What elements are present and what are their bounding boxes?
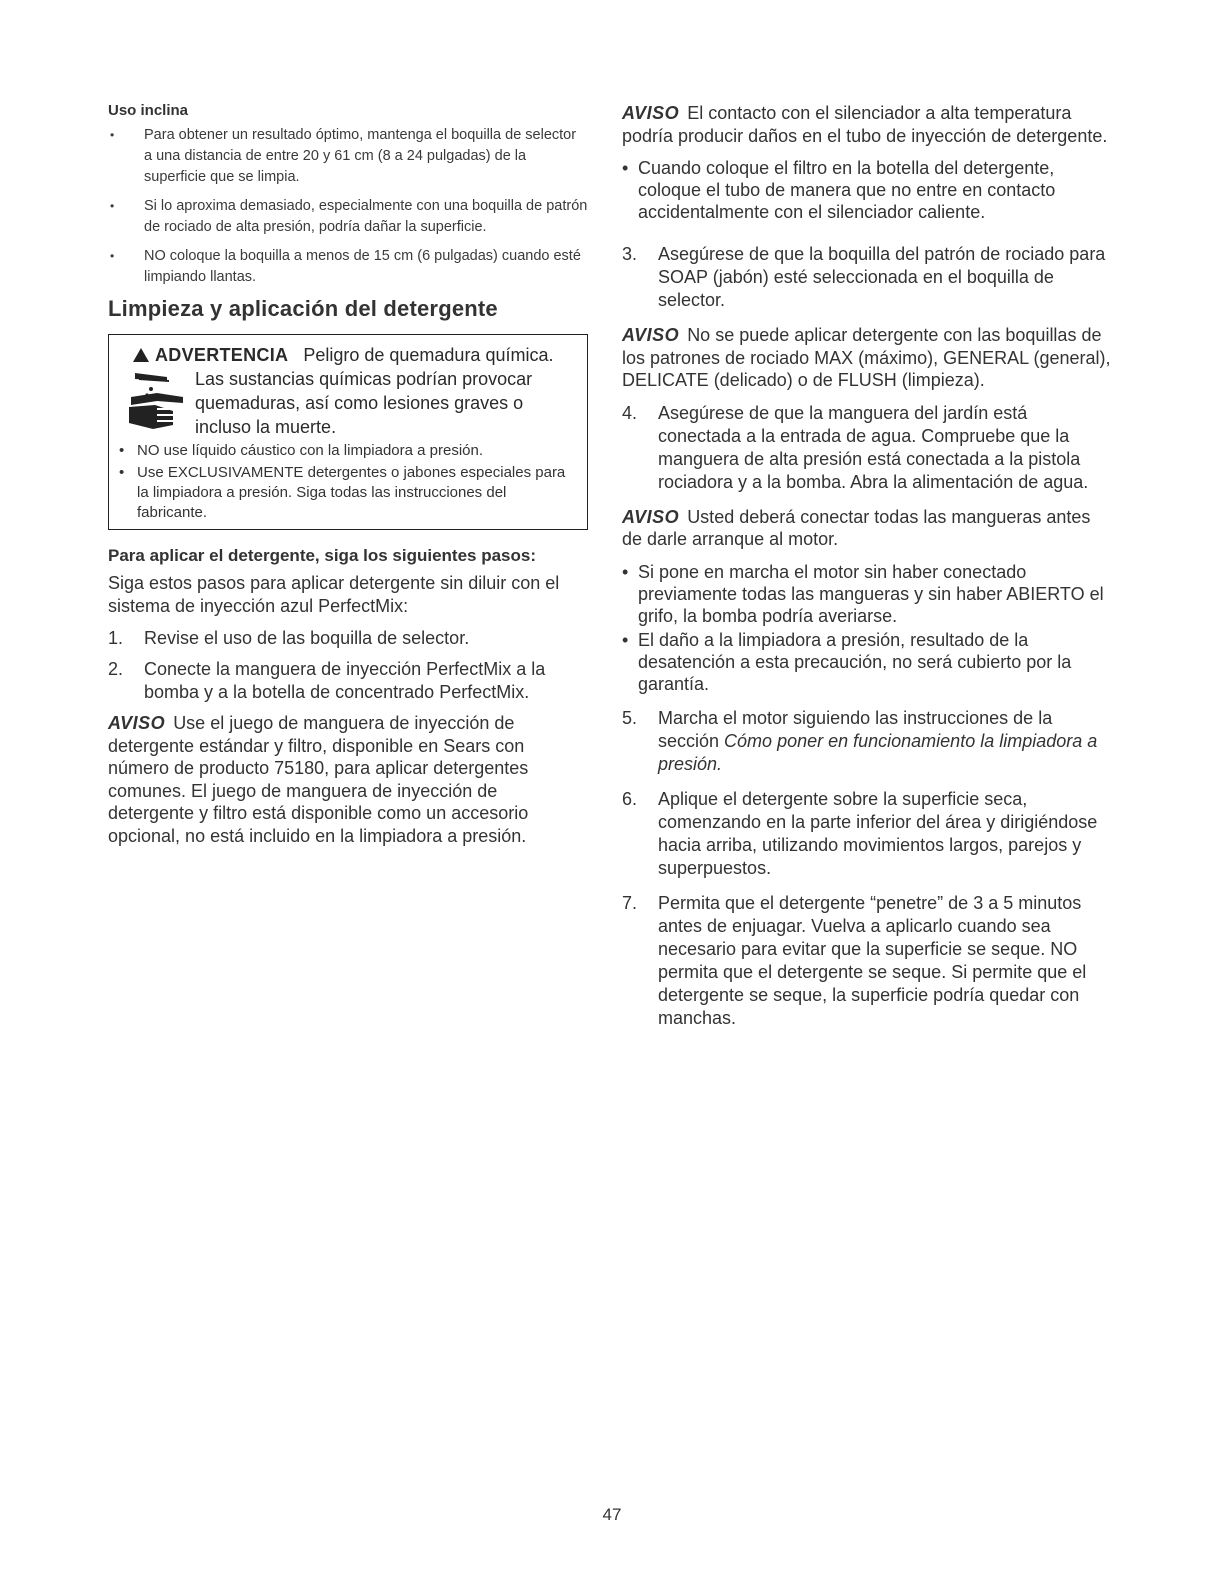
list-item [108, 627, 588, 650]
list-item: • Para obtener un resultado óptimo, mantenga el boquilla de selector a una distancia de entre 20 y 61 cm (8 a 24 pulgadas) de la superficie que se limpia. [108, 125, 588, 188]
step-number: 7. [622, 892, 638, 913]
step-text: Asegúrese de que la manguera del jardín está conectada a la entrada de agua. Compruebe que la manguera de alta presión está conectada a la pistola rociadora y a la bomba. Abra la alimentación de agua. [658, 402, 1089, 492]
uso-list [108, 125, 588, 288]
list-item: • NO use líquido cáustico con la limpiadora a presión. [119, 441, 577, 461]
list-item: • Cuando coloque el filtro en la botella del detergente, coloque el tubo de manera que no entre en contacto accidentalmente con el silenciador caliente. [622, 157, 1112, 223]
warning-box [108, 334, 588, 530]
step-text: Revise el uso de las boquilla de selector. [144, 628, 470, 648]
steps-list [108, 627, 588, 704]
step-number: 1. [108, 628, 124, 648]
aviso-note [622, 324, 1112, 392]
warning-label: ADVERTENCIA [155, 345, 289, 365]
chemical-burn-icon [127, 367, 189, 437]
list-item [108, 658, 588, 704]
steps-list [622, 402, 1112, 494]
uso-heading: Uso inclina [108, 102, 189, 119]
steps-list [622, 243, 1112, 312]
step-text-italic: Cómo poner en funcionamiento la limpiadora a presión. [658, 730, 1098, 774]
step-number: 6. [622, 788, 638, 809]
steps-list [622, 707, 1112, 1030]
list-item [622, 788, 1112, 880]
step-number: 4. [622, 402, 638, 423]
left-column [108, 102, 588, 857]
step-text: Permita que el detergente “penetre” de 3 a 5 minutos antes de enjuagar. Vuelva a aplicarlo cuando sea necesario para evitar que la superficie se seque. NO permita que el detergente se seque. Si permite que el detergente se seque, la superficie podría quedar con manchas. [658, 892, 1087, 1028]
aviso-tag: AVISO [108, 713, 166, 733]
aviso-text: El contacto con el silenciador a alta temperatura podría producir daños en el tubo de inyección de detergente. [622, 103, 1108, 146]
warning-text: Las sustancias químicas podrían provocar quemaduras, así como lesiones graves o incluso la muerte. [195, 369, 533, 437]
list-item: • El daño a la limpiadora a presión, resultado de la desatención a esta precaución, no será cubierto por la garantía. [622, 629, 1112, 695]
aviso-text: Usted deberá conectar todas las mangueras antes de darle arranque al motor. [622, 506, 1091, 549]
steps-heading: Para aplicar el detergente, siga los siguientes pasos: [108, 546, 536, 565]
warning-row [119, 367, 577, 439]
step-text-pre: Marcha el motor siguiendo las instrucciones de la sección [658, 707, 1053, 751]
step-text: Conecte la manguera de inyección PerfectMix a la bomba y a la botella de concentrado PerfectMix. [144, 659, 546, 702]
aviso-list [622, 561, 1112, 695]
aviso-note [622, 506, 1112, 551]
aviso-tag: AVISO [622, 506, 680, 527]
list-item: • Use EXCLUSIVAMENTE detergentes o jabones especiales para la limpiadora a presión. Siga todas las instrucciones del fabricante. [119, 463, 577, 523]
aviso-note [108, 712, 588, 847]
list-item: • Si pone en marcha el motor sin haber conectado previamente todas las mangueras y sin haber ABIERTO el grifo, la bomba podría averiarse. [622, 561, 1112, 627]
step-text [658, 707, 1112, 776]
warning-header [119, 343, 577, 367]
list-item [622, 892, 1112, 1030]
step-number: 2. [108, 659, 124, 679]
list-item [622, 707, 1112, 776]
warning-list [119, 441, 577, 523]
page-number: 47 [602, 1505, 622, 1524]
list-item [622, 402, 1112, 494]
steps-intro: Siga estos pasos para aplicar detergente sin diluir con el sistema de inyección azul PerfectMix: [108, 573, 560, 616]
aviso-tag: AVISO [622, 103, 680, 123]
warning-headline: Peligro de quemadura química. [303, 345, 554, 365]
list-item: • Si lo aproxima demasiado, especialmente con una boquilla de patrón de rociado de alta presión, podría dañar la superficie. [108, 196, 588, 238]
step-text: Aplique el detergente sobre la superficie seca, comenzando en la parte inferior del área y dirigiéndose hacia arriba, utilizando movimientos largos, parejos y superpuestos. [658, 788, 1098, 878]
list-item [622, 243, 1112, 312]
section-title: Limpieza y aplicación del detergente [108, 296, 498, 321]
aviso-tag: AVISO [622, 325, 680, 345]
step-number: 3. [622, 244, 638, 264]
aviso-text: No se puede aplicar detergente con las boquillas de los patrones de rociado MAX (máximo), GENERAL (general), DELICATE (delicado) o de FLUSH (limpieza). [622, 325, 1111, 390]
right-column [622, 102, 1112, 1042]
warning-triangle-icon [133, 348, 149, 362]
step-text: Asegúrese de que la boquilla del patrón de rociado para SOAP (jabón) esté seleccionada en el boquilla de selector. [658, 244, 1106, 310]
aviso-list [622, 157, 1112, 223]
aviso-text: Use el juego de manguera de inyección de detergente estándar y filtro, disponible en Sears con número de producto 75180, para aplicar detergentes comunes. El juego de manguera de inyección de detergente y filtro está disponible como un accesorio opcional, no está incluido en la limpiadora a presión. [108, 713, 529, 846]
step-number: 5. [622, 707, 638, 728]
list-item: • NO coloque la boquilla a menos de 15 cm (6 pulgadas) cuando esté limpiando llantas. [108, 246, 588, 288]
aviso-note [622, 102, 1112, 147]
